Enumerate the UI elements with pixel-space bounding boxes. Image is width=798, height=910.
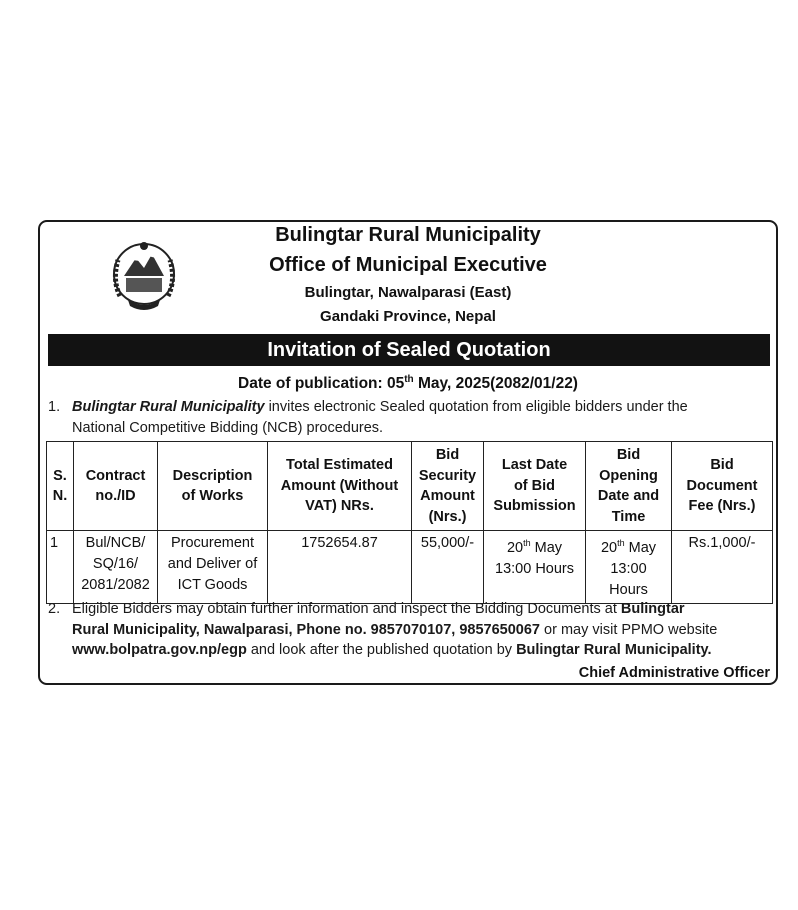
cell-contract: Bul/NCB/ SQ/16/ 2081/2082 <box>74 531 158 604</box>
table-row <box>47 531 773 604</box>
cell-last-date: 20th May 13:00 Hours <box>484 531 586 604</box>
cell-fee: Rs.1,000/- <box>672 531 773 604</box>
paragraph-number: 2. <box>48 601 61 617</box>
col-opening: Bid Opening Date and Time <box>586 442 672 531</box>
org-name: Bulingtar Rural Municipality <box>72 399 265 415</box>
col-fee: Bid Document Fee (Nrs.) <box>672 442 773 531</box>
cell-amount: 1752654.87 <box>268 531 412 604</box>
municipality-name: Bulingtar Rural Municipality <box>275 224 541 246</box>
province: Gandaki Province, Nepal <box>320 308 496 325</box>
paragraph-2: 2. Eligible Bidders may obtain further information and inspect the Bidding Documents at Bulingtar Rural Municipality, Nawalparasi, Phone no. 9857070107, 9857650067 or may visit PPMO website www.bolpatra.gov.np/egp and look after the published quotation by Bulingtar Rural Municipality. <box>48 601 718 658</box>
publication-date: Date of publication: 05th May, 2025(2082/01/22) <box>238 374 578 393</box>
paragraph-number: 1. <box>48 399 61 415</box>
col-amount: Total Estimated Amount (Without VAT) NRs. <box>268 442 412 531</box>
notice-box <box>38 220 778 685</box>
table-header-row <box>47 442 773 531</box>
cell-security: 55,000/- <box>412 531 484 604</box>
col-description: Description of Works <box>158 442 268 531</box>
website-link[interactable]: www.bolpatra.gov.np/egp <box>72 642 247 658</box>
office-address: Bulingtar, Nawalparasi (East) <box>304 284 512 301</box>
office-name: Office of Municipal Executive <box>269 254 547 276</box>
bid-table <box>46 441 773 604</box>
cell-opening: 20th May 13:00 Hours <box>586 531 672 604</box>
col-sn: S. N. <box>47 442 74 531</box>
cell-sn: 1 <box>47 531 74 604</box>
cell-description: Procurement and Deliver of ICT Goods <box>158 531 268 604</box>
col-contract: Contract no./ID <box>74 442 158 531</box>
paragraph-1: 1. Bulingtar Rural Municipality invites electronic Sealed quotation from eligible bidders under the National Competitive Bidding (NCB) procedures. <box>48 399 688 436</box>
col-last-date: Last Date of Bid Submission <box>484 442 586 531</box>
notice-title: Invitation of Sealed Quotation <box>48 334 770 366</box>
signatory-title: Chief Administrative Officer <box>578 665 770 681</box>
col-security: Bid Security Amount (Nrs.) <box>412 442 484 531</box>
